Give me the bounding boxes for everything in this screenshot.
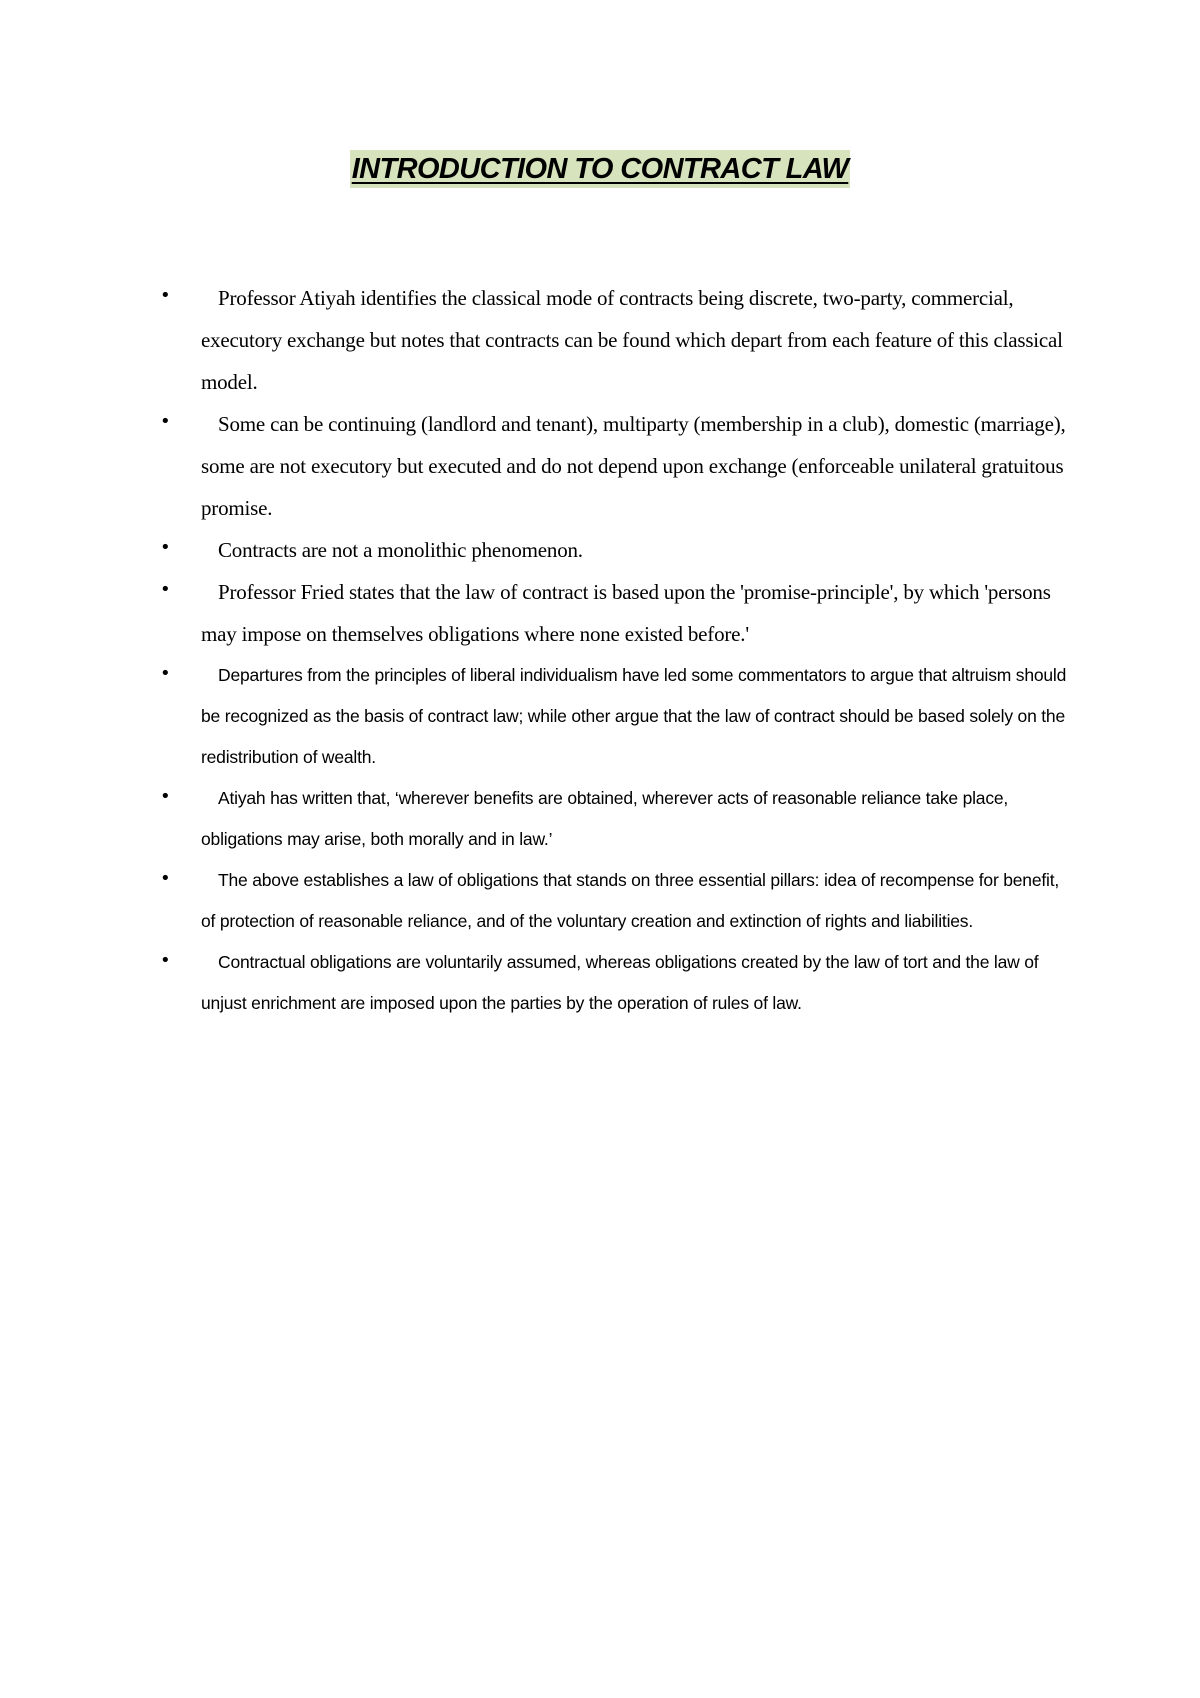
bullet-text: Atiyah has written that, ‘wherever benefits are obtained, wherever acts of reasonable reliance take place, obligations may arise, both morally and in law.’ <box>201 788 1009 849</box>
page-title: INTRODUCTION TO CONTRACT LAW <box>350 150 851 188</box>
bullet-icon: • <box>160 579 171 600</box>
title-container <box>0 150 1200 188</box>
bullet-item <box>0 403 1071 529</box>
bullet-text: Professor Fried states that the law of contract is based upon the 'promise-principle', by which 'persons may impose on themselves obligations where none existed before.' <box>201 580 1051 646</box>
bullet-icon: • <box>160 285 171 306</box>
bullet-icon: • <box>160 663 171 684</box>
bullet-text: The above establishes a law of obligations that stands on three essential pillars: idea of recompense for benefit, of protection of reasonable reliance, and of the voluntary creation and extinction of rights and liabilities. <box>201 870 1060 931</box>
bullet-item <box>0 942 1071 1024</box>
bullet-icon: • <box>160 950 171 971</box>
bullet-text: Some can be continuing (landlord and tenant), multiparty (membership in a club), domestic (marriage), some are not executory but executed and do not depend upon exchange (enforceable unilateral gratuitous promise. <box>201 412 1066 520</box>
bullet-item <box>0 571 1071 655</box>
bullet-icon: • <box>160 868 171 889</box>
bullet-item <box>0 277 1071 403</box>
bullet-item <box>0 529 1071 571</box>
bullet-list <box>0 277 1200 1024</box>
bullet-text: Professor Atiyah identifies the classical mode of contracts being discrete, two-party, commercial, executory exchange but notes that contracts can be found which depart from each feature of this classical model. <box>201 286 1063 394</box>
bullet-item <box>0 860 1071 942</box>
bullet-item <box>0 655 1071 778</box>
bullet-text: Contracts are not a monolithic phenomenon. <box>218 538 583 562</box>
bullet-item <box>0 778 1071 860</box>
bullet-icon: • <box>160 537 171 558</box>
bullet-text: Contractual obligations are voluntarily assumed, whereas obligations created by the law of tort and the law of unjust enrichment are imposed upon the parties by the operation of rules of law. <box>201 952 1039 1013</box>
bullet-icon: • <box>160 786 171 807</box>
bullet-text: Departures from the principles of liberal individualism have led some commentators to argue that altruism should be recognized as the basis of contract law; while other argue that the law of contract should be based solely on the redistribution of wealth. <box>201 665 1067 767</box>
bullet-icon: • <box>160 411 171 432</box>
